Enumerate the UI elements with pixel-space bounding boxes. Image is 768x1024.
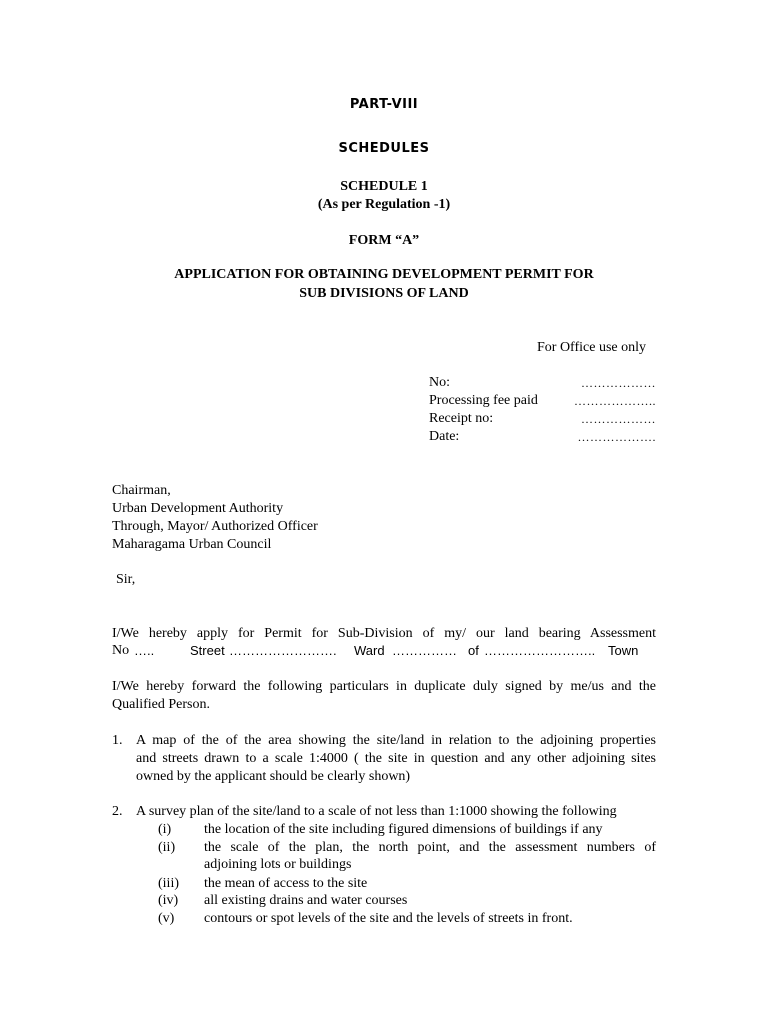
schedule-number: SCHEDULE 1 [340,179,428,194]
part-heading: PART-VIII [349,97,419,112]
town-label: Town [608,643,639,658]
of-label: of [468,643,479,658]
addressee-line: Urban Development Authority [112,501,284,516]
sub-item-number: (iv) [158,893,179,908]
application-title-line-2: SUB DIVISIONS OF LAND [299,286,469,301]
assessment-no-label: No [112,643,130,658]
item-1-line: owned by the applicant should be clearly shown) [136,769,411,784]
sub-item-text: adjoining lots or buildings [204,857,352,872]
addressee-line: Through, Mayor/ Authorized Officer [112,519,318,534]
office-field-date [429,428,656,446]
sub-item-number: (v) [158,911,175,926]
assessment-no-blank: ….. [134,643,155,658]
regulation-reference: (As per Regulation -1) [317,197,451,212]
sub-item-text: the scale of the plan, the north point, and the assessment numbers of [204,840,656,855]
salutation: Sir, [116,572,136,587]
sub-item-text: contours or spot levels of the site and the levels of streets in front. [204,911,573,926]
town-blank: …………………….. [484,643,596,658]
office-use-heading: For Office use only [537,340,646,355]
forward-line-2: Qualified Person. [112,697,210,712]
ward-label: Ward [354,643,385,658]
list-number: 2. [112,804,123,819]
sub-item-text: the mean of access to the site [204,876,368,891]
street-label: Street [190,643,225,658]
item-1-line: and streets drawn to a scale 1:4000 ( the site in question and any other adjoining sites [136,751,656,766]
list-number: 1. [112,733,123,748]
sub-item-number: (iii) [158,876,179,891]
sub-item-number: (i) [158,822,172,837]
item-2-text: A survey plan of the site/land to a scale of not less than 1:1000 showing the following [136,804,617,819]
sub-item-text: all existing drains and water courses [204,893,408,908]
addressee-line: Maharagama Urban Council [112,537,272,552]
application-line-2 [112,642,656,660]
application-title-line-1: APPLICATION FOR OBTAINING DEVELOPMENT PERMIT FOR [174,267,594,282]
office-field-label: Receipt no: [429,411,494,426]
office-field-no [429,374,656,392]
addressee-line: Chairman, [112,483,171,498]
application-line-1: I/We hereby apply for Permit for Sub-Division of my/ our land bearing Assessment [112,626,656,641]
office-field-receipt-no [429,410,656,428]
ward-blank: …………… [392,643,457,658]
schedules-heading: SCHEDULES [338,141,430,156]
item-1-line: A map of the of the area showing the site/land in relation to the adjoining properties [136,733,656,748]
office-field-blank: ………………. [577,430,656,444]
office-field-processing-fee [429,392,656,410]
sub-item-text: the location of the site including figured dimensions of buildings if any [204,822,603,837]
office-field-blank: ……………… [581,412,656,426]
office-field-blank: ……………… [581,376,656,390]
street-blank: ……………………. [229,643,337,658]
office-field-label: Date: [429,429,460,444]
office-field-label: No: [429,375,450,390]
sub-item-number: (ii) [158,840,176,855]
forward-line-1: I/We hereby forward the following particulars in duplicate duly signed by me/us and the [112,679,656,694]
office-field-label: Processing fee paid [429,393,538,408]
form-label: FORM “A” [348,233,420,248]
office-field-blank: ……………….. [574,394,656,408]
